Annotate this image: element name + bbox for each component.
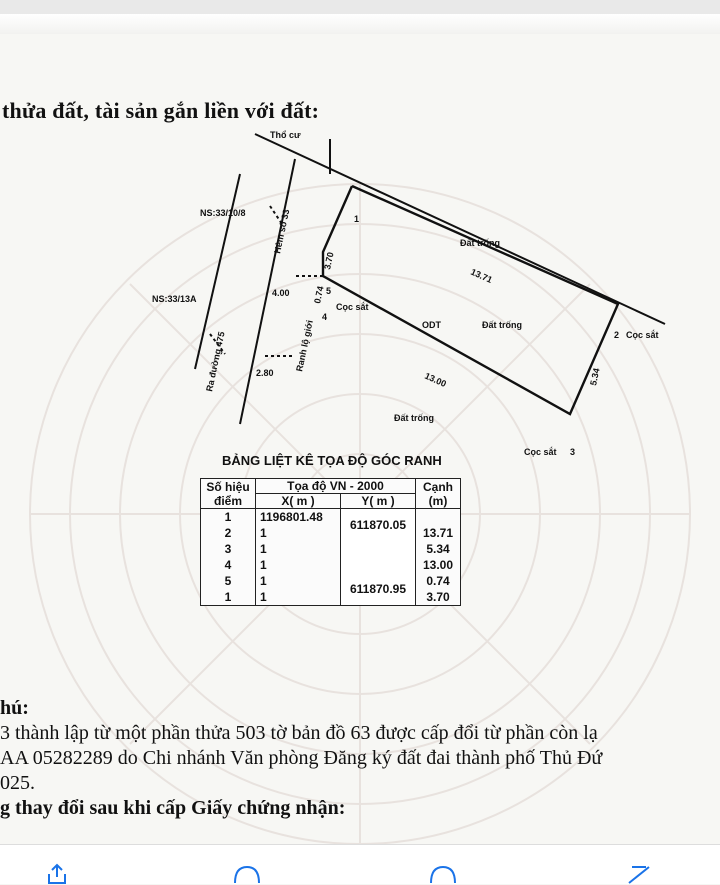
bottom-toolbar xyxy=(0,844,720,884)
favorite-icon[interactable] xyxy=(232,863,262,885)
label-point-2: 2 xyxy=(614,330,620,340)
notes-line-4: g thay đổi sau khi cấp Giấy chứng nhận: xyxy=(0,797,346,819)
label-ranh-lo-gioi: Ranh lộ giới xyxy=(294,319,315,373)
notes-section xyxy=(0,696,602,821)
label-point-3: 3 xyxy=(570,447,576,457)
table-row xyxy=(201,509,461,606)
notes-line-2: AA 05282289 do Chi nhánh Văn phòng Đăng ký đất đai thành phố Thủ Đứ xyxy=(0,747,603,769)
x-values: 1196801.48 1 1 1 1 1 xyxy=(256,509,341,606)
header-toa-do: Tọa độ VN - 2000 xyxy=(256,479,416,494)
label-len-3-4: 13.00 xyxy=(423,370,448,389)
label-len-2-3: 5.34 xyxy=(588,367,602,387)
label-point-1: 1 xyxy=(354,214,360,224)
label-ns-33-10b: NS:33/10/8 xyxy=(200,208,246,218)
table-title: BẢNG LIỆT KÊ TỌA ĐỘ GÓC RANH xyxy=(222,453,442,468)
status-bar xyxy=(0,0,720,14)
label-hem: Hẻm số 33 xyxy=(272,208,292,255)
label-ra-duong: Ra đường 475 xyxy=(204,330,227,393)
point-numbers: 1 2 3 4 5 1 xyxy=(201,509,256,606)
label-len-1-2: 13.71 xyxy=(469,266,494,285)
label-len-4-5: 0.74 xyxy=(312,285,326,305)
label-ns-33-13a: NS:33/13A xyxy=(152,294,197,304)
label-len-5-1: 3.70 xyxy=(322,251,336,271)
info-icon[interactable] xyxy=(428,863,458,885)
y-values: 611870.05 611870.95 xyxy=(341,509,416,606)
label-coc-sat-5: Cọc sắt xyxy=(336,302,369,312)
label-point-5: 5 xyxy=(326,286,332,296)
share-icon[interactable] xyxy=(44,863,70,885)
header-y: Y( m ) xyxy=(341,494,416,509)
label-d-400: 4.00 xyxy=(272,288,290,298)
label-odt: ODT xyxy=(422,320,441,330)
section-heading: thửa đất, tài sản gắn liền với đất: xyxy=(2,98,320,123)
label-d-280: 2.80 xyxy=(256,368,274,378)
viewer-toolbar xyxy=(0,14,720,34)
label-dat-trong-top: Đất trống xyxy=(460,238,500,248)
label-dat-trong-mid: Đất trống xyxy=(482,320,522,330)
label-tho-cu: Thổ cư xyxy=(270,130,301,140)
header-so-hieu: Số hiệu điểm xyxy=(201,479,256,509)
label-point-4: 4 xyxy=(322,312,328,322)
label-coc-sat-3: Cọc sắt xyxy=(524,447,557,457)
notes-line-3: 025. xyxy=(0,772,35,794)
notes-label: hú: xyxy=(0,697,29,719)
delete-icon[interactable] xyxy=(624,863,654,885)
coordinate-table xyxy=(200,478,461,606)
edge-values: 13.71 5.34 13.00 0.74 3.70 xyxy=(416,509,461,606)
header-canh: Cạnh (m) xyxy=(416,479,461,509)
label-coc-sat-2: Cọc sắt xyxy=(626,330,659,340)
document-page xyxy=(0,34,720,844)
notes-line-1: 3 thành lập từ một phần thửa 503 tờ bản đồ 63 được cấp đổi từ phần còn lạ xyxy=(0,722,598,744)
header-x: X( m ) xyxy=(256,494,341,509)
label-dat-trong-bottom: Đất trống xyxy=(394,413,434,423)
parcel-map xyxy=(0,124,720,464)
